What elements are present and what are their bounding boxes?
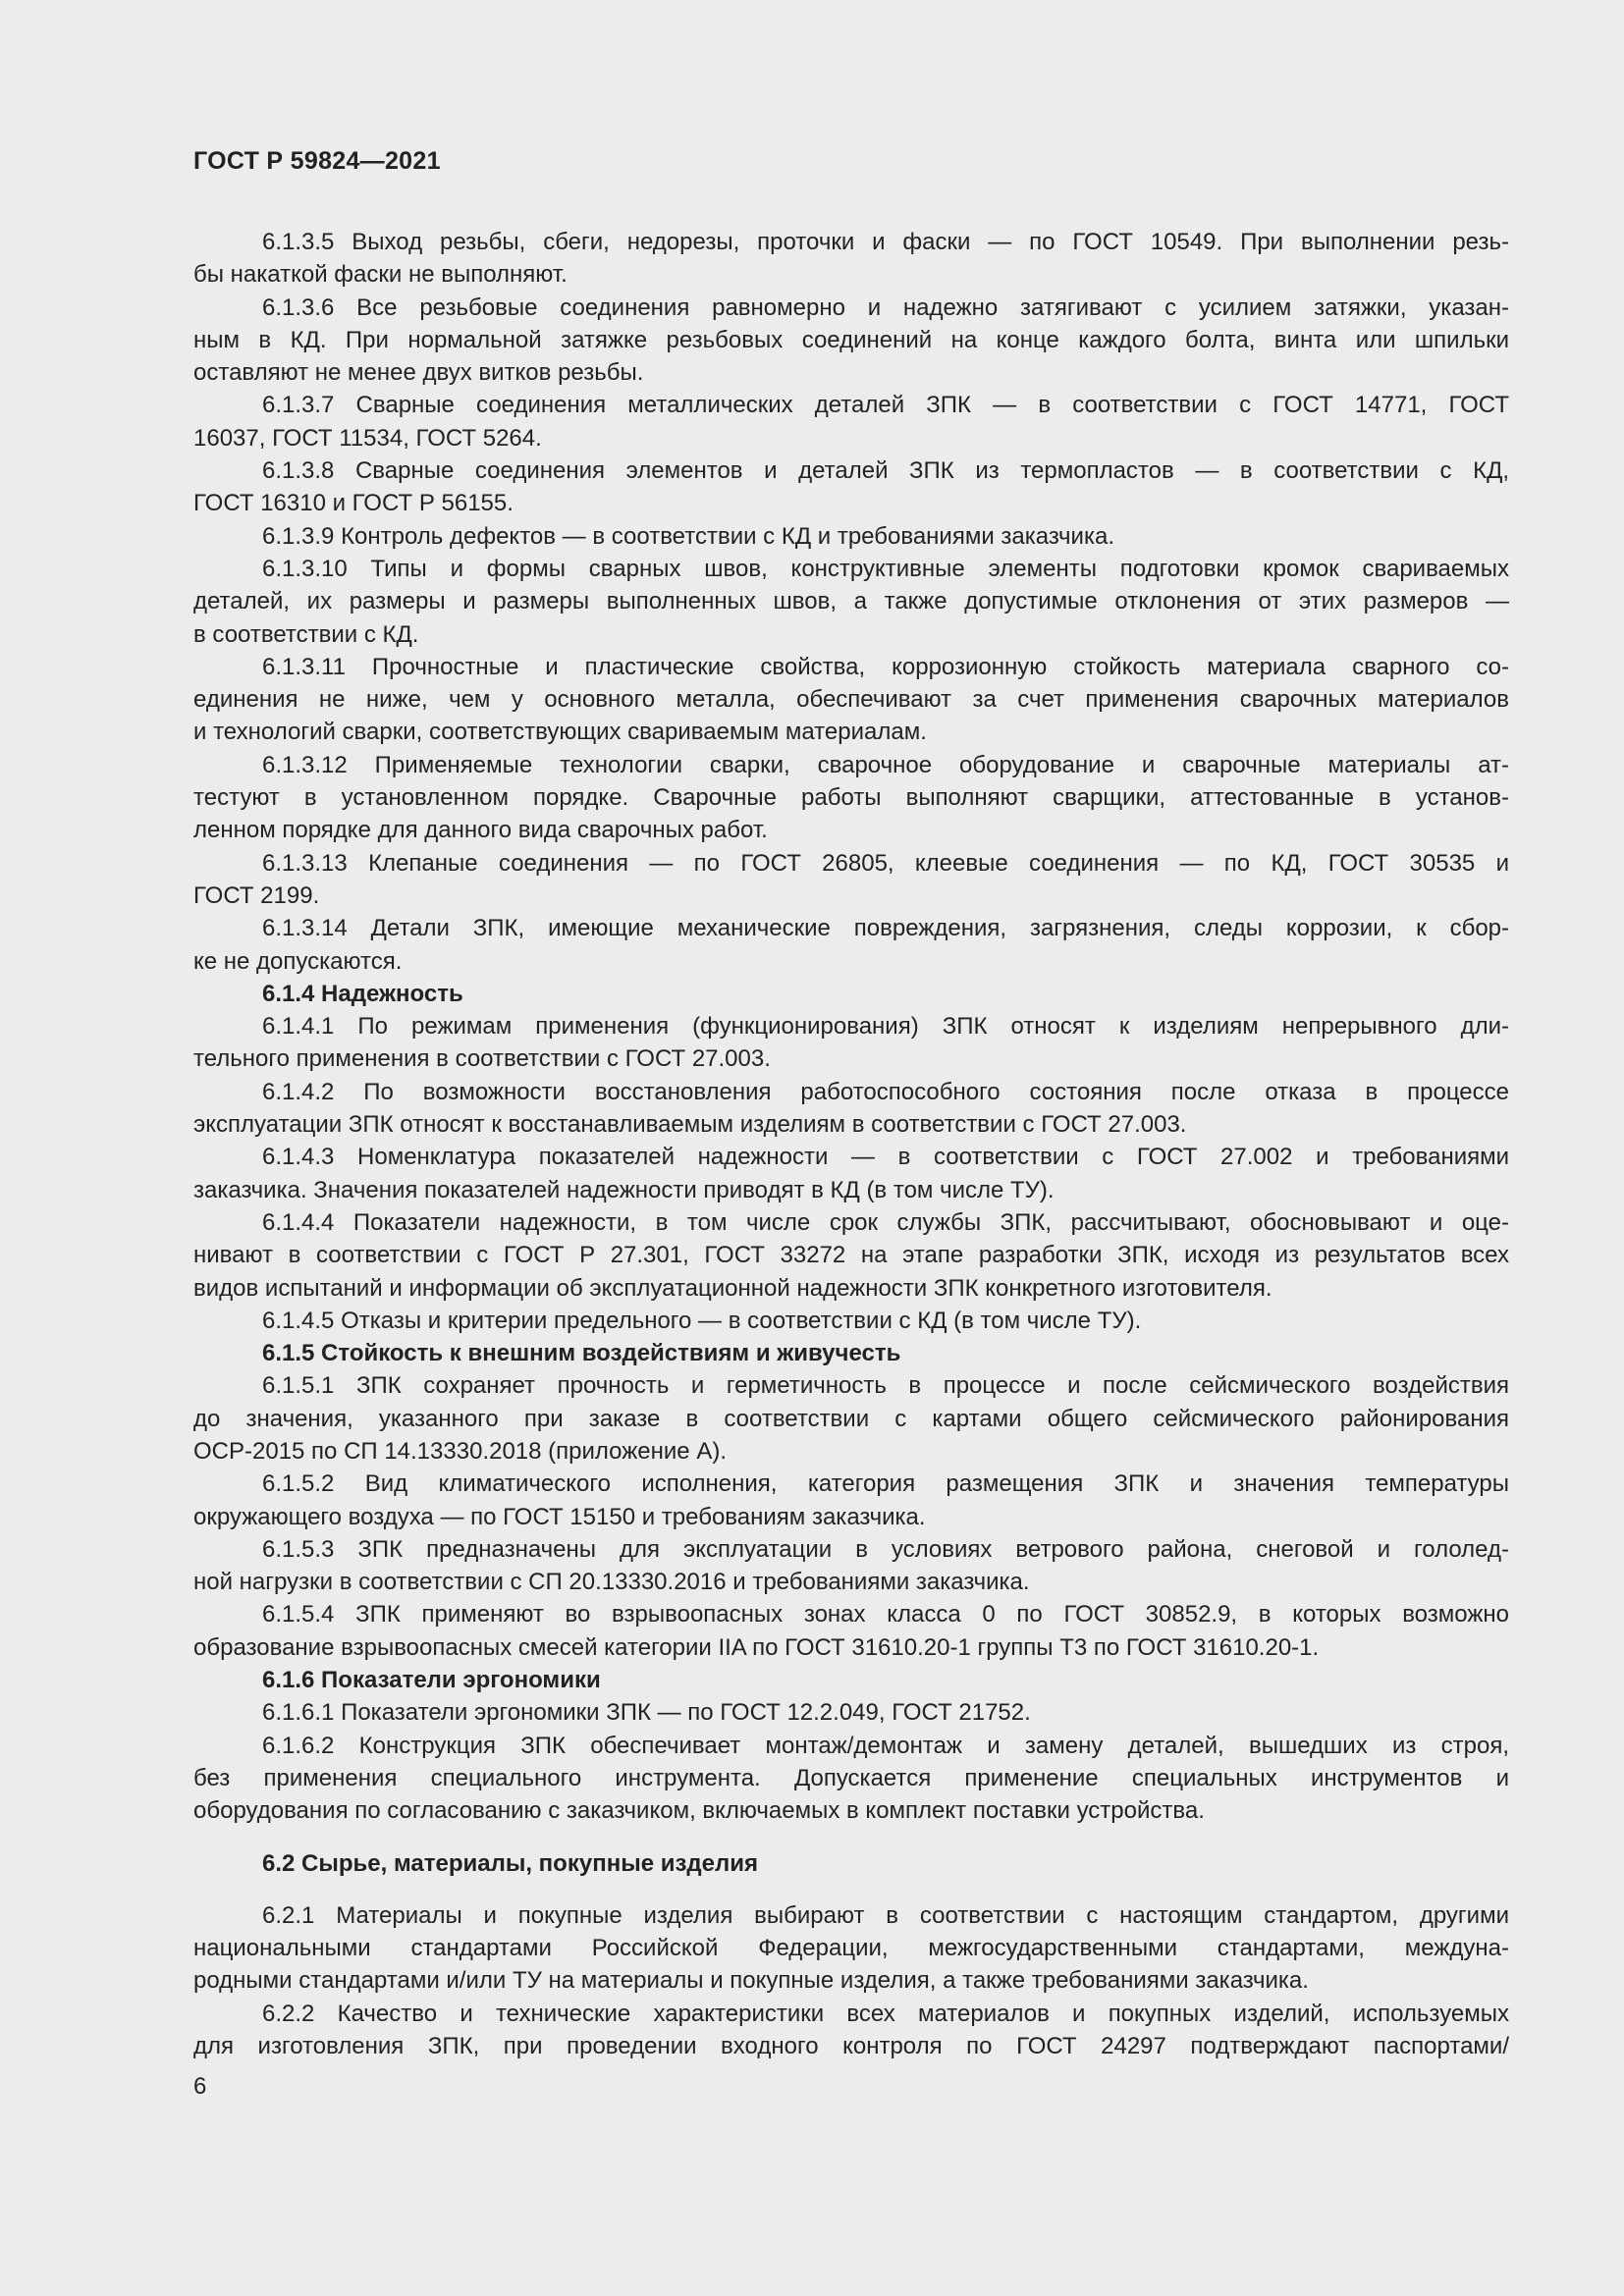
text-line: в соответствии с КД. <box>193 620 419 648</box>
text-line: 6.1.5.4 ЗПК применяют во взрывоопасных зонах класса 0 по ГОСТ 30852.9, в которых возможно <box>262 1601 1509 1629</box>
text-line: 16037, ГОСТ 11534, ГОСТ 5264. <box>193 424 542 452</box>
text-line: 6.1.5.2 Вид климатического исполнения, категория размещения ЗПК и значения температуры <box>262 1470 1509 1498</box>
text-line: 6.1.3.10 Типы и формы сварных швов, конструктивные элементы подготовки кромок свариваемых <box>262 555 1509 582</box>
text-line: ной нагрузки в соответствии с СП 20.13330.2016 и требованиями заказчика. <box>193 1569 1030 1596</box>
section-spacer <box>193 1880 1509 1899</box>
text-line: родными стандартами и/или ТУ на материалы и покупные изделия, а также требованиями заказчика. <box>193 1967 1309 1995</box>
text-line: и технологий сварки, соответствующих свариваемым материалам. <box>193 719 927 746</box>
text-line: нивают в соответствии с ГОСТ Р 27.301, ГОСТ 33272 на этапе разработки ЗПК, исходя из результатов всех <box>193 1242 1509 1269</box>
section-heading: 6.1.6 Показатели эргономики <box>262 1667 601 1694</box>
text-line: до значения, указанного при заказе в соответствии с картами общего сейсмического районирования <box>193 1405 1509 1432</box>
text-line: без применения специального инструмента. Допускается применение специальных инструментов и <box>193 1764 1509 1791</box>
text-line: тельного применения в соответствии с ГОСТ 27.003. <box>193 1045 771 1073</box>
text-line: ке не допускаются. <box>193 947 403 975</box>
text-line: 6.1.3.5 Выход резьбы, сбеги, недорезы, проточки и фаски — по ГОСТ 10549. При выполнении резь- <box>262 229 1509 255</box>
text-line: эксплуатации ЗПК относят к восстанавливаемым изделиям в соответствии с ГОСТ 27.003. <box>193 1111 1187 1139</box>
section-heading: 6.1.4 Надежность <box>262 980 463 1007</box>
text-line: деталей, их размеры и размеры выполненных швов, а также допустимые отклонения от этих размеров — <box>193 588 1509 615</box>
text-line: окружающего воздуха — по ГОСТ 15150 и требованиям заказчика. <box>193 1503 926 1530</box>
text-line: 6.1.4.3 Номенклатура показателей надежности — в соответствии с ГОСТ 27.002 и требованиями <box>262 1144 1509 1171</box>
text-line: ленном порядке для данного вида сварочных работ. <box>193 817 768 844</box>
text-line: 6.1.4.4 Показатели надежности, в том числе срок службы ЗПК, рассчитывают, обосновывают и оце- <box>262 1208 1509 1236</box>
text-line: 6.1.3.14 Детали ЗПК, имеющие механические повреждения, загрязнения, следы коррозии, к сбор- <box>262 915 1509 942</box>
text-line: 6.1.5.1 ЗПК сохраняет прочность и герметичность в процессе и после сейсмического воздействия <box>262 1372 1509 1400</box>
text-line: оставляют не менее двух витков резьбы. <box>193 359 644 387</box>
document-body <box>193 226 1509 2062</box>
text-line: 6.1.6.2 Конструкция ЗПК обеспечивает монтаж/демонтаж и замену деталей, вышедших из строя, <box>262 1732 1509 1759</box>
section-spacer <box>193 1828 1509 1847</box>
text-line: 6.2.2 Качество и технические характеристики всех материалов и покупных изделий, используемых <box>262 2000 1509 2027</box>
text-line: тестуют в установленном порядке. Сварочные работы выполняют сварщики, аттестованные в установ- <box>193 784 1509 812</box>
document-header-code: ГОСТ Р 59824—2021 <box>193 147 441 175</box>
text-line: ГОСТ 2199. <box>193 881 320 909</box>
section-heading: 6.1.5 Стойкость к внешним воздействиям и живучесть <box>262 1340 901 1367</box>
text-line: 6.1.5.3 ЗПК предназначены для эксплуатации в условиях ветрового района, снеговой и гололед- <box>262 1535 1509 1563</box>
text-line: 6.1.3.9 Контроль дефектов — в соответствии с КД и требованиями заказчика. <box>262 522 1115 550</box>
text-line: 6.1.6.1 Показатели эргономики ЗПК — по ГОСТ 12.2.049, ГОСТ 21752. <box>262 1699 1031 1727</box>
text-line: 6.1.3.8 Сварные соединения элементов и деталей ЗПК из термопластов — в соответствии с КД, <box>262 457 1509 485</box>
text-line: ГОСТ 16310 и ГОСТ Р 56155. <box>193 490 514 517</box>
text-line: единения не ниже, чем у основного металла, обеспечивают за счет применения сварочных материалов <box>193 686 1509 714</box>
text-line: заказчика. Значения показателей надежности приводят в КД (в том числе ТУ). <box>193 1176 1055 1203</box>
text-line: 6.1.4.1 По режимам применения (функционирования) ЗПК относят к изделиям непрерывного дли- <box>262 1013 1509 1041</box>
text-line: бы накаткой фаски не выполняют. <box>193 261 568 289</box>
text-line: оборудования по согласованию с заказчиком, включаемых в комплект поставки устройства. <box>193 1797 1205 1825</box>
text-line: ным в КД. При нормальной затяжке резьбовых соединений на конце каждого болта, винта или шпильки <box>193 326 1509 353</box>
text-line: 6.1.4.5 Отказы и критерии предельного — в соответствии с КД (в том числе ТУ). <box>262 1307 1142 1334</box>
text-line: 6.1.3.6 Все резьбовые соединения равномерно и надежно затягивают с усилием затяжки, указан- <box>262 294 1509 321</box>
text-line: 6.2.1 Материалы и покупные изделия выбирают в соответствии с настоящим стандартом, другими <box>262 1901 1509 1929</box>
text-line: 6.1.3.12 Применяемые технологии сварки, сварочное оборудование и сварочные материалы ат- <box>262 751 1509 778</box>
text-line: 6.1.3.7 Сварные соединения металлических деталей ЗПК — в соответствии с ГОСТ 14771, ГОСТ <box>262 392 1509 419</box>
text-line: образование взрывоопасных смесей категории IIA по ГОСТ 31610.20-1 группы Т3 по ГОСТ 31610.20-1. <box>193 1633 1320 1661</box>
text-line: 6.1.4.2 По возможности восстановления работоспособного состояния после отказа в процессе <box>262 1078 1509 1105</box>
text-line: видов испытаний и информации об эксплуатационной надежности ЗПК конкретного изготовителя. <box>193 1274 1272 1302</box>
text-line: ОСР-2015 по СП 14.13330.2018 (приложение А). <box>193 1437 727 1465</box>
text-line: 6.1.3.13 Клепаные соединения — по ГОСТ 26805, клеевые соединения — по КД, ГОСТ 30535 и <box>262 849 1509 877</box>
page-number: 6 <box>193 2073 207 2100</box>
text-line: для изготовления ЗПК, при проведении входного контроля по ГОСТ 24297 подтверждают паспортами/ <box>193 2033 1509 2060</box>
text-line: 6.1.3.11 Прочностные и пластические свойства, коррозионную стойкость материала сварного со- <box>262 653 1509 680</box>
text-line: национальными стандартами Российской Федерации, межгосударственными стандартами, междуна- <box>193 1935 1509 1962</box>
section-heading: 6.2 Сырье, материалы, покупные изделия <box>262 1849 758 1877</box>
